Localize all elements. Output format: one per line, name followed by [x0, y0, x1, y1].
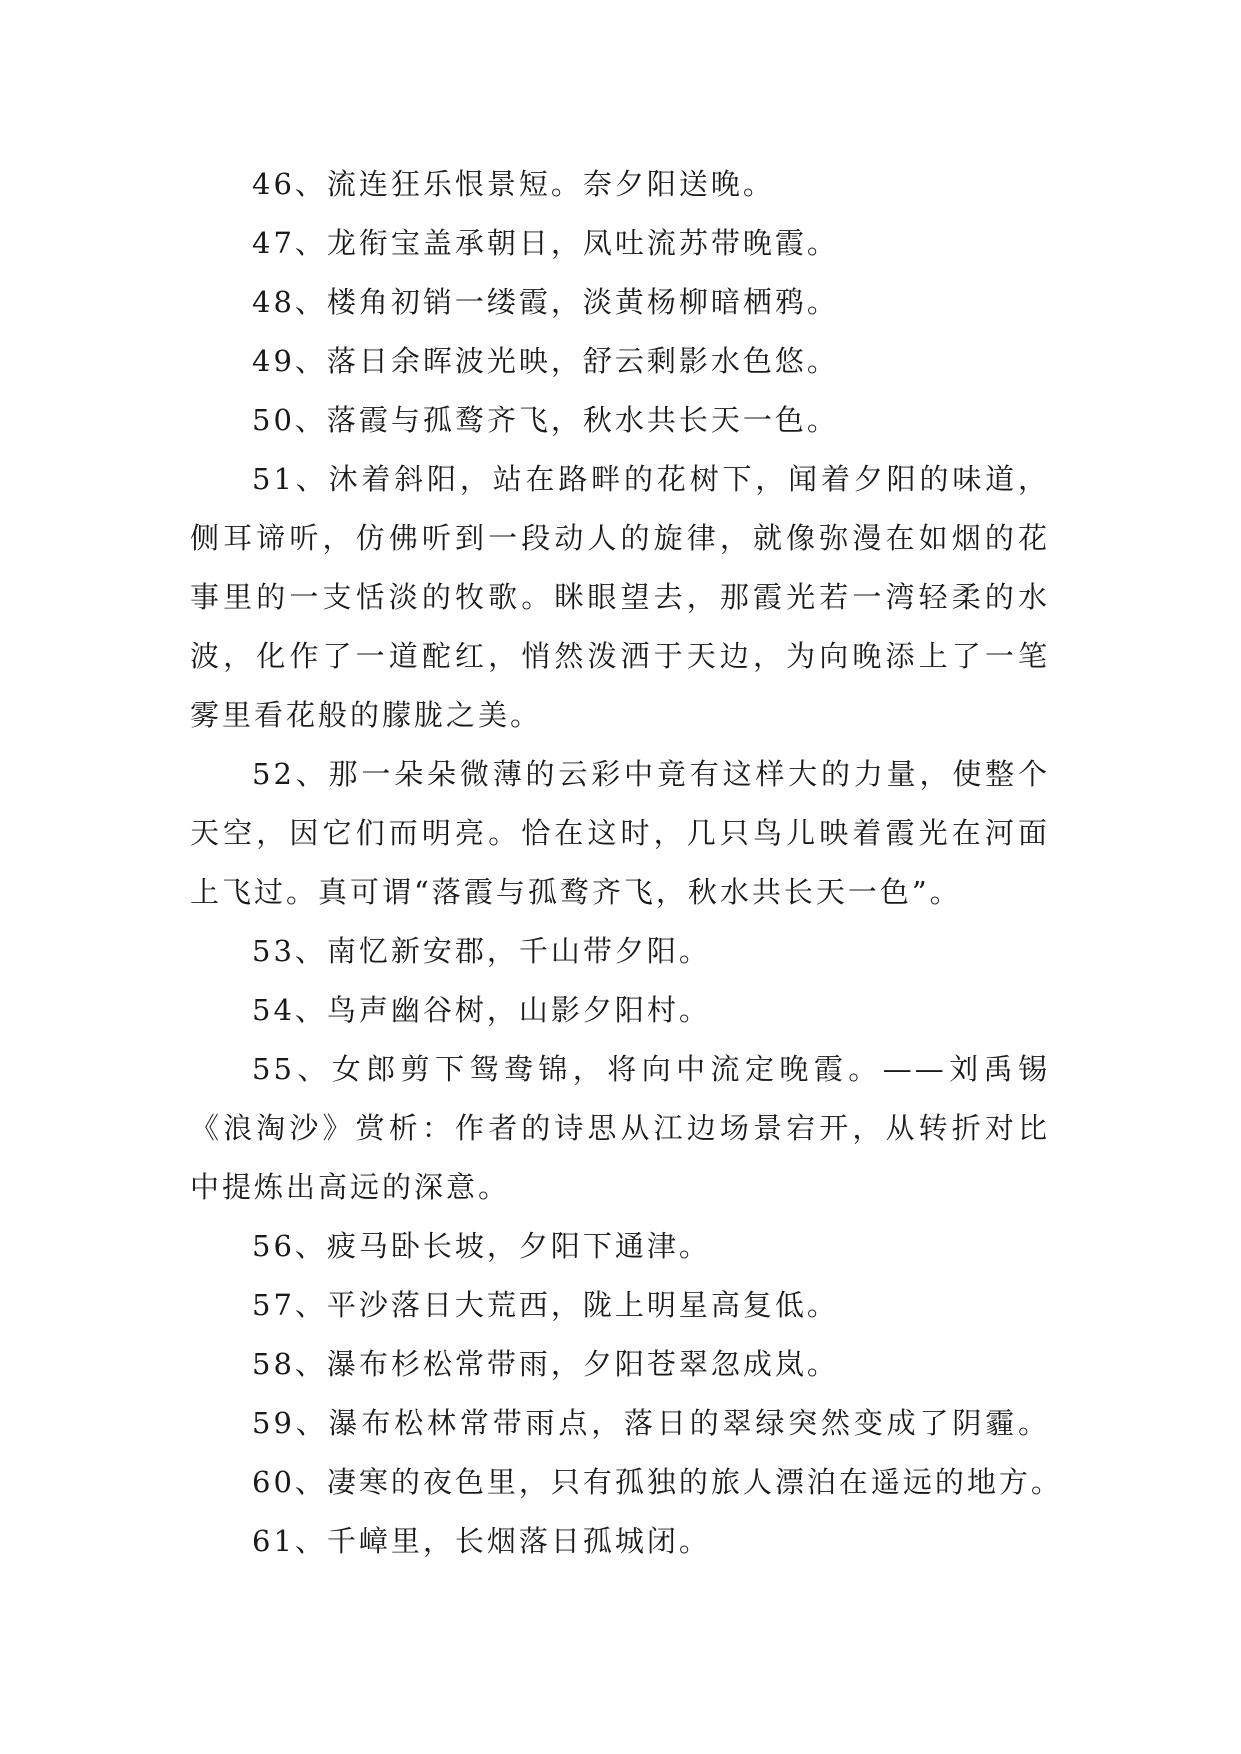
text-line-61: 61、千嶂里，长烟落日孤城闭。 [252, 1524, 711, 1558]
text-line-51b: 侧耳谛听，仿佛听到一段动人的旋律，就像弥漫在如烟的花 [190, 521, 1050, 555]
document-body [190, 155, 1063, 1571]
text-line-52a: 52、那一朵朵微薄的云彩中竟有这样大的力量，使整个 [252, 757, 1050, 791]
text-line-50: 50、落霞与孤鹜齐飞，秋水共长天一色。 [252, 403, 839, 437]
text-line-55b: 《浪淘沙》赏析：作者的诗思从江边场景宕开，从转折对比 [190, 1111, 1050, 1145]
text-line-54: 54、鸟声幽谷树，山影夕阳村。 [252, 993, 711, 1027]
text-line-51e: 雾里看花般的朦胧之美。 [190, 698, 543, 732]
text-line-59: 59、瀑布松林常带雨点，落日的翠绿突然变成了阴霾。 [252, 1406, 1050, 1440]
text-line-53: 53、南忆新安郡，千山带夕阳。 [252, 934, 711, 968]
text-line-51c: 事里的一支恬淡的牧歌。眯眼望去，那霞光若一湾轻柔的水 [190, 580, 1050, 614]
text-line-58: 58、瀑布杉松常带雨，夕阳苍翠忽成岚。 [252, 1347, 839, 1381]
text-line-47: 47、龙衔宝盖承朝日，凤吐流苏带晚霞。 [252, 226, 839, 260]
text-line-51a: 51、沐着斜阳，站在路畔的花树下，闻着夕阳的味道， [252, 462, 1050, 496]
text-line-52b: 天空，因它们而明亮。恰在这时，几只鸟儿映着霞光在河面 [190, 816, 1050, 850]
text-line-48: 48、楼角初销一缕霞，淡黄杨柳暗栖鸦。 [252, 285, 839, 319]
text-line-51d: 波，化作了一道酡红，悄然泼洒于天边，为向晚添上了一笔 [190, 639, 1050, 673]
text-line-55a: 55、女郎剪下鸳鸯锦，将向中流定晚霞。——刘禹锡 [252, 1052, 1050, 1086]
text-line-49: 49、落日余晖波光映，舒云剩影水色悠。 [252, 344, 839, 378]
text-line-60: 60、凄寒的夜色里，只有孤独的旅人漂泊在遥远的地方。 [252, 1465, 1063, 1499]
text-line-46: 46、流连狂乐恨景短。奈夕阳送晚。 [252, 167, 775, 201]
text-line-55c: 中提炼出高远的深意。 [190, 1170, 511, 1204]
text-line-52c: 上飞过。真可谓“落霞与孤鹜齐飞，秋水共长天一色”。 [190, 875, 962, 909]
text-line-56: 56、疲马卧长坡，夕阳下通津。 [252, 1229, 711, 1263]
text-line-57: 57、平沙落日大荒西，陇上明星高复低。 [252, 1288, 839, 1322]
